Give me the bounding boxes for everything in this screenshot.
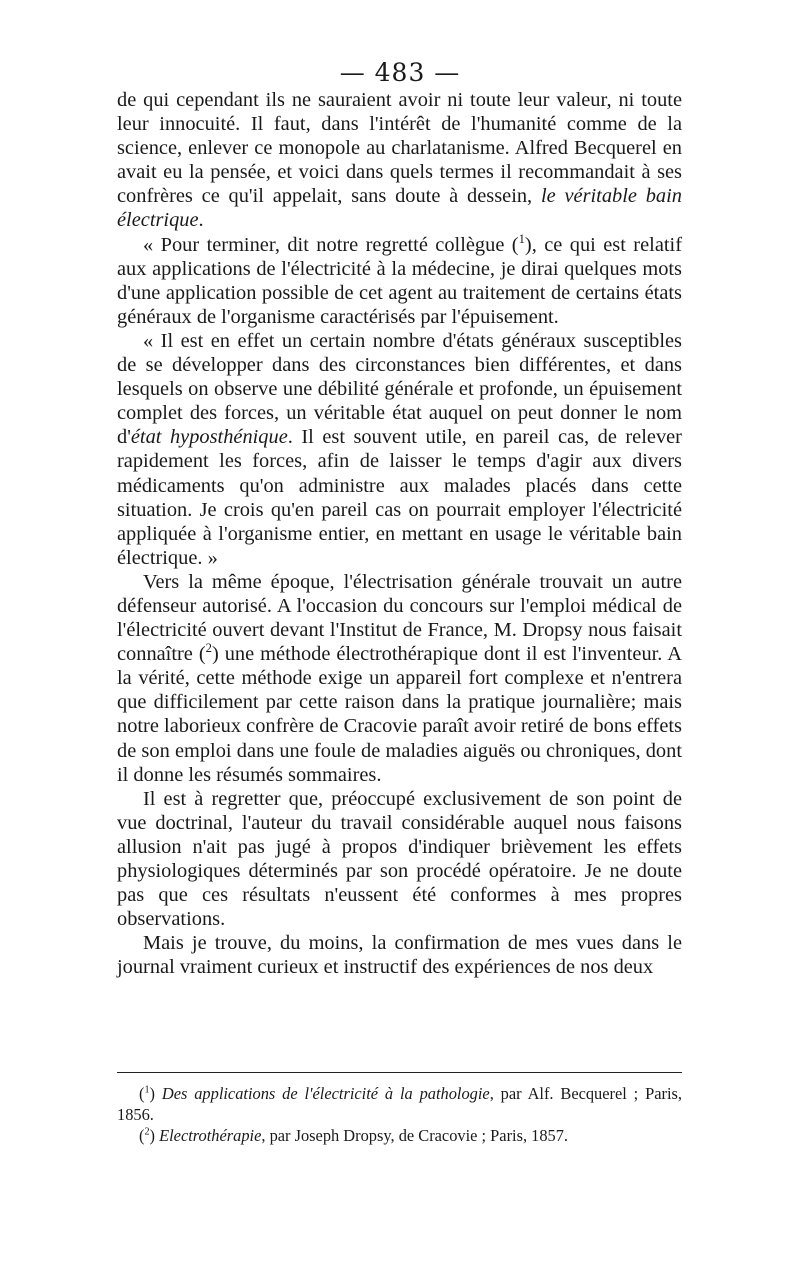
emphasis-bain-electrique: le véritable bain électrique	[117, 185, 682, 232]
paragraph-5: Il est à regretter que, préoccupé exclusivement de son point de vue doctrinal, l'auteur du travail considérable auquel nous faisons allusion n'ait pas jugé à propos d'indiquer brièvement les effets physiologiques déterminés par son procédé opératoire. Je ne doute pas que ces résultats n'eussent été conformes à mes propres observations.	[117, 787, 682, 931]
footnote-ref-1: 1	[518, 231, 525, 246]
footnote-1: ($^1$) Des applications de l'électricité à la pathologie, par Alf. Becquerel ; Paris, 1856.	[117, 1084, 682, 1124]
paragraph-2: « Pour terminer, dit notre regretté collègue ($^1$), ce qui est relatif aux applications de l'électricité à la médecine, je dirai quelques mots d'une application possible de cet agent au traitement de certains états généraux de l'organisme caractérisés par l'épuisement.	[117, 231, 682, 328]
paragraph-4: Vers la même époque, l'électrisation générale trouvait un autre défenseur autorisé. A l'occasion du concours sur l'emploi médical de l'électricité ouvert devant l'Institut de France, M. Dropsy nous faisait connaître ($^2$) une méthode électrothérapique dont il est l'inventeur. A la vérité, cette méthode exige un appareil fort complexe et n'entrera que difficilement par cette raison dans la pratique journalière; mais notre laborieux confrère de Cracovie paraît avoir retiré de bons effets de son emploi dans une foule de maladies aiguës ou chroniques, dont il donne les résumés sommaires.	[117, 570, 682, 786]
footnote-divider	[117, 1072, 682, 1073]
page-number: — 483 —	[339, 58, 461, 87]
body-text	[117, 88, 682, 979]
footnote-2-title: Electrothérapie	[159, 1126, 262, 1145]
paragraph-3: « Il est en effet un certain nombre d'états généraux susceptibles de se développer dans des circonstances bien différentes, et dans lesquels on observe une débilité générale et profonde, un épuisement complet des forces, un véritable état auquel on peut donner le nom d'état hyposthénique. Il est souvent utile, en pareil cas, de relever rapidement les forces, afin de laisser le temps d'agir aux divers médicaments qu'on administre aux malades placés dans cette situation. Je crois qu'en pareil cas on pourrait employer l'électricité appliquée à l'organisme entier, en mettant en usage le véritable bain électrique. »	[117, 329, 682, 569]
footnote-1-title: Des applications de l'électricité à la pathologie	[161, 1084, 490, 1103]
footnote-2: ($^2$) Electrothérapie, par Joseph Dropsy, de Cracovie ; Paris, 1857.	[139, 1126, 569, 1145]
paragraph-6: Mais je trouve, du moins, la confirmation de mes vues dans le journal vraiment curieux et instructif des expériences de nos deux	[117, 932, 682, 979]
footnotes	[117, 1083, 682, 1146]
emphasis-etat-hyposthenique: état hyposthénique	[130, 426, 288, 449]
paragraph-1: de qui cependant ils ne sauraient avoir ni toute leur valeur, ni toute leur innocuité. Il faut, dans l'intérêt de l'humanité comme de la science, enlever ce monopole au charlatanisme. Alfred Becquerel en avait eu la pensée, et voici dans quels termes il recommandait à ses confrères ce qu'il appelait, sans doute à dessein, le véritable bain électrique.	[117, 89, 682, 232]
footnote-ref-2: 2	[205, 641, 212, 656]
